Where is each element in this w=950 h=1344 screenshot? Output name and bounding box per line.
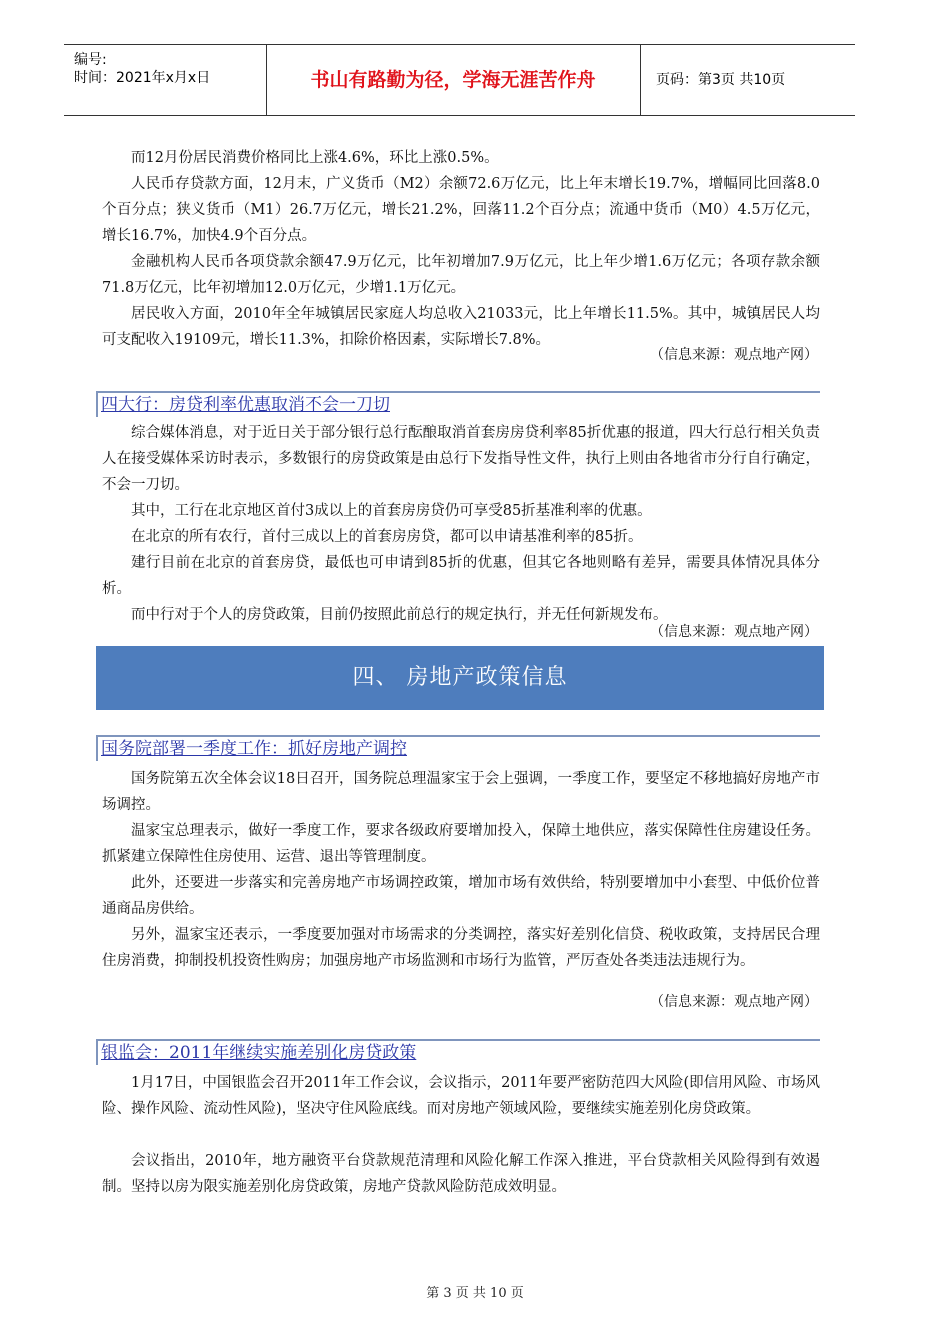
article-title-box: [96, 391, 820, 417]
paragraph: 居民收入方面，2010年全年城镇居民家庭人均总收入21033元，比上年增长11.5%。其中，城镇居民人均可支配收入19109元，增长11.3%，扣除价格因素，实际增长7.8%。: [102, 306, 820, 348]
header-divider: [640, 45, 641, 115]
paragraph: 而12月份居民消费价格同比上涨4.6%，环比上涨0.5%。: [131, 150, 499, 166]
paragraph: 其中，工行在北京地区首付3成以上的首套房房贷仍可享受85折基准利率的优惠。: [131, 503, 652, 519]
source-note: （信息来源：观点地产网）: [650, 347, 818, 363]
page-header: [64, 44, 855, 116]
source-note: （信息来源：观点地产网）: [650, 624, 818, 640]
header-page-info: 页码：第3页 共10页: [656, 72, 786, 88]
paragraph: 而中行对于个人的房贷政策，目前仍按照此前总行的规定执行，并无任何新规发布。: [131, 607, 668, 623]
article-title-link[interactable]: 国务院部署一季度工作：抓好房地产调控: [101, 739, 407, 759]
paragraph: 另外，温家宝还表示，一季度要加强对市场需求的分类调控，落实好差别化信贷、税收政策，支持居民合理住房消费，抑制投机投资性购房；加强房地产市场监测和市场行为监管，严厉查处各类违法违规行为。: [102, 927, 820, 969]
paragraph: 在北京的所有农行，首付三成以上的首套房房贷，都可以申请基准利率的85折。: [131, 529, 643, 545]
paragraph: 综合媒体消息，对于近日关于部分银行总行酝酿取消首套房房贷利率85折优惠的报道，四大行总行相关负责人在接受媒体采访时表示，多数银行的房贷政策是由总行下发指导性文件，执行上则由各地省市分行自行确定，不会一刀切。: [102, 425, 820, 493]
header-meta: [74, 51, 210, 87]
article-title-box: [96, 1039, 820, 1065]
header-time-label: 时间：2021年x月x日: [74, 70, 211, 86]
paragraph: 国务院第五次全体会议18日召开，国务院总理温家宝于会上强调，一季度工作，要坚定不移地搞好房地产市场调控。: [102, 771, 820, 813]
paragraph: 此外，还要进一步落实和完善房地产市场调控政策，增加市场有效供给，特别要增加中小套型、中低价位普通商品房供给。: [102, 875, 820, 917]
header-motto: 书山有路勤为径，学海无涯苦作舟: [310, 69, 596, 91]
article-title-link[interactable]: 四大行：房贷利率优惠取消不会一刀切: [101, 395, 390, 415]
article-title-box: [96, 735, 820, 761]
paragraph: 建行目前在北京的首套房贷，最低也可申请到85折的优惠，但其它各地则略有差异，需要具体情况具体分析。: [102, 555, 820, 597]
source-note: （信息来源：观点地产网）: [650, 994, 818, 1010]
paragraph: 会议指出，2010年，地方融资平台贷款规范清理和风险化解工作深入推进，平台贷款相关风险得到有效遏制。坚持以房为限实施差别化房贷政策，房地产贷款风险防范成效明显。: [102, 1153, 820, 1195]
section-banner: 四、 房地产政策信息: [96, 646, 824, 710]
paragraph: 金融机构人民币各项贷款余额47.9万亿元，比年初增加7.9万亿元，比上年少增1.6万亿元；各项存款余额71.8万亿元，比年初增加12.0万亿元，少增1.1万亿元。: [102, 254, 820, 296]
paragraph: 1月17日，中国银监会召开2011年工作会议，会议指示，2011年要严密防范四大风险(即信用风险、市场风险、操作风险、流动性风险)，坚决守住风险底线。而对房地产领域风险，要继续实施差别化房贷政策。: [102, 1075, 820, 1117]
article-title-link[interactable]: 银监会：2011年继续实施差别化房贷政策: [101, 1043, 417, 1063]
paragraph: 温家宝总理表示，做好一季度工作，要求各级政府要增加投入，保障土地供应，落实保障性住房建设任务。抓紧建立保障性住房使用、运营、退出等管理制度。: [102, 823, 820, 865]
page-footer: 第 3 页 共 10 页: [426, 1286, 524, 1301]
paragraph: 人民币存贷款方面，12月末，广义货币（M2）余额72.6万亿元，比上年末增长19.7%，增幅同比回落8.0个百分点；狭义货币（M1）26.7万亿元，增长21.2%，回落11.2个百分点；流通中货币（M0）4.5万亿元，增长16.7%，加快4.9个百分点。: [102, 176, 820, 244]
header-number-label: 编号:: [74, 52, 107, 68]
